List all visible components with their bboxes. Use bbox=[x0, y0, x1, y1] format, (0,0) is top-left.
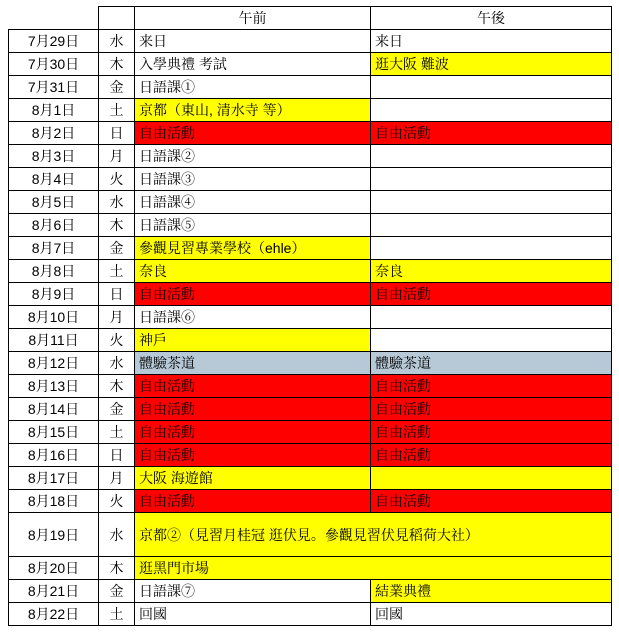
cell-morning: 大阪 海遊館 bbox=[135, 467, 371, 490]
cell-weekday: 水 bbox=[99, 30, 135, 53]
cell-date: 8月9日 bbox=[9, 283, 99, 306]
cell-morning: 京都（東山, 清水寺 等） bbox=[135, 99, 371, 122]
cell-weekday: 木 bbox=[99, 214, 135, 237]
cell-date: 8月21日 bbox=[9, 580, 99, 603]
cell-date: 8月1日 bbox=[9, 99, 99, 122]
cell-date: 8月4日 bbox=[9, 168, 99, 191]
cell-afternoon: 體驗茶道 bbox=[371, 352, 612, 375]
cell-date: 8月14日 bbox=[9, 398, 99, 421]
table-row bbox=[9, 53, 612, 76]
table-body bbox=[9, 30, 612, 626]
cell-afternoon: 自由活動 bbox=[371, 490, 612, 513]
cell-weekday: 水 bbox=[99, 352, 135, 375]
cell-morning: 日語課④ bbox=[135, 191, 371, 214]
cell-afternoon: 回國 bbox=[371, 603, 612, 626]
cell-allday: 逛黑門市場 bbox=[135, 557, 612, 580]
cell-morning: 體驗茶道 bbox=[135, 352, 371, 375]
cell-date: 8月15日 bbox=[9, 421, 99, 444]
cell-weekday: 金 bbox=[99, 237, 135, 260]
cell-weekday: 火 bbox=[99, 168, 135, 191]
cell-afternoon bbox=[371, 76, 612, 99]
cell-morning: 自由活動 bbox=[135, 421, 371, 444]
cell-afternoon bbox=[371, 191, 612, 214]
cell-date: 8月7日 bbox=[9, 237, 99, 260]
cell-morning: 自由活動 bbox=[135, 490, 371, 513]
cell-morning: 參觀見習專業學校（ehle） bbox=[135, 237, 371, 260]
table-row bbox=[9, 490, 612, 513]
table-row bbox=[9, 375, 612, 398]
cell-weekday: 金 bbox=[99, 580, 135, 603]
cell-date: 8月8日 bbox=[9, 260, 99, 283]
table-row bbox=[9, 467, 612, 490]
cell-date: 7月31日 bbox=[9, 76, 99, 99]
table-header bbox=[9, 7, 612, 30]
cell-date: 8月16日 bbox=[9, 444, 99, 467]
cell-afternoon: 自由活動 bbox=[371, 122, 612, 145]
table-row bbox=[9, 444, 612, 467]
cell-date: 7月29日 bbox=[9, 30, 99, 53]
cell-date: 8月12日 bbox=[9, 352, 99, 375]
cell-afternoon: 自由活動 bbox=[371, 444, 612, 467]
cell-weekday: 金 bbox=[99, 76, 135, 99]
table-row bbox=[9, 30, 612, 53]
table-row bbox=[9, 306, 612, 329]
header-row bbox=[9, 7, 612, 30]
cell-afternoon: 自由活動 bbox=[371, 283, 612, 306]
schedule-table bbox=[8, 6, 612, 626]
table-row bbox=[9, 122, 612, 145]
table-row bbox=[9, 283, 612, 306]
table-row bbox=[9, 352, 612, 375]
cell-weekday: 木 bbox=[99, 375, 135, 398]
table-row bbox=[9, 398, 612, 421]
header-date-blank bbox=[9, 7, 99, 30]
table-row bbox=[9, 214, 612, 237]
table-row bbox=[9, 513, 612, 557]
cell-morning: 自由活動 bbox=[135, 444, 371, 467]
cell-date: 8月11日 bbox=[9, 329, 99, 352]
cell-weekday: 月 bbox=[99, 467, 135, 490]
cell-afternoon: 自由活動 bbox=[371, 398, 612, 421]
cell-date: 8月6日 bbox=[9, 214, 99, 237]
cell-morning: 自由活動 bbox=[135, 375, 371, 398]
cell-morning: 日語課① bbox=[135, 76, 371, 99]
cell-morning: 神戶 bbox=[135, 329, 371, 352]
cell-weekday: 木 bbox=[99, 557, 135, 580]
cell-morning: 日語課② bbox=[135, 145, 371, 168]
cell-afternoon: 結業典禮 bbox=[371, 580, 612, 603]
cell-date: 8月3日 bbox=[9, 145, 99, 168]
cell-afternoon bbox=[371, 467, 612, 490]
cell-date: 8月19日 bbox=[9, 513, 99, 557]
cell-morning: 日語課③ bbox=[135, 168, 371, 191]
table-row bbox=[9, 237, 612, 260]
table-row bbox=[9, 145, 612, 168]
table-row bbox=[9, 99, 612, 122]
cell-weekday: 土 bbox=[99, 260, 135, 283]
cell-weekday: 火 bbox=[99, 490, 135, 513]
cell-date: 8月18日 bbox=[9, 490, 99, 513]
table-row bbox=[9, 168, 612, 191]
cell-weekday: 水 bbox=[99, 191, 135, 214]
cell-morning: 奈良 bbox=[135, 260, 371, 283]
cell-afternoon: 来日 bbox=[371, 30, 612, 53]
cell-weekday: 金 bbox=[99, 398, 135, 421]
cell-weekday: 日 bbox=[99, 122, 135, 145]
cell-weekday: 月 bbox=[99, 306, 135, 329]
cell-morning: 自由活動 bbox=[135, 122, 371, 145]
table-row bbox=[9, 329, 612, 352]
cell-weekday: 土 bbox=[99, 421, 135, 444]
cell-morning: 日語課⑤ bbox=[135, 214, 371, 237]
cell-date: 8月2日 bbox=[9, 122, 99, 145]
cell-afternoon bbox=[371, 237, 612, 260]
table-row bbox=[9, 580, 612, 603]
cell-afternoon: 自由活動 bbox=[371, 375, 612, 398]
cell-weekday: 月 bbox=[99, 145, 135, 168]
cell-allday: 京都②（見習月桂冠 逛伏見。參觀見習伏見稻荷大社） bbox=[135, 513, 612, 557]
cell-date: 8月13日 bbox=[9, 375, 99, 398]
table-row bbox=[9, 603, 612, 626]
cell-morning: 回國 bbox=[135, 603, 371, 626]
table-row bbox=[9, 421, 612, 444]
header-afternoon: 午後 bbox=[371, 7, 612, 30]
cell-weekday: 土 bbox=[99, 99, 135, 122]
cell-afternoon bbox=[371, 214, 612, 237]
header-dow-blank bbox=[99, 7, 135, 30]
cell-afternoon: 逛大阪 難波 bbox=[371, 53, 612, 76]
table-row bbox=[9, 557, 612, 580]
cell-morning: 日語課⑥ bbox=[135, 306, 371, 329]
cell-morning: 自由活動 bbox=[135, 283, 371, 306]
table-row bbox=[9, 76, 612, 99]
cell-weekday: 火 bbox=[99, 329, 135, 352]
cell-date: 8月22日 bbox=[9, 603, 99, 626]
cell-afternoon bbox=[371, 99, 612, 122]
cell-morning: 入學典禮 考試 bbox=[135, 53, 371, 76]
cell-morning: 来日 bbox=[135, 30, 371, 53]
table-row bbox=[9, 260, 612, 283]
cell-date: 7月30日 bbox=[9, 53, 99, 76]
cell-morning: 日語課⑦ bbox=[135, 580, 371, 603]
cell-afternoon bbox=[371, 145, 612, 168]
cell-date: 8月17日 bbox=[9, 467, 99, 490]
table-row bbox=[9, 191, 612, 214]
cell-afternoon bbox=[371, 306, 612, 329]
cell-weekday: 木 bbox=[99, 53, 135, 76]
cell-date: 8月20日 bbox=[9, 557, 99, 580]
cell-date: 8月5日 bbox=[9, 191, 99, 214]
cell-weekday: 土 bbox=[99, 603, 135, 626]
cell-afternoon: 自由活動 bbox=[371, 421, 612, 444]
cell-date: 8月10日 bbox=[9, 306, 99, 329]
cell-weekday: 水 bbox=[99, 513, 135, 557]
cell-afternoon: 奈良 bbox=[371, 260, 612, 283]
cell-morning: 自由活動 bbox=[135, 398, 371, 421]
cell-afternoon bbox=[371, 168, 612, 191]
cell-weekday: 日 bbox=[99, 444, 135, 467]
header-morning: 午前 bbox=[135, 7, 371, 30]
cell-weekday: 日 bbox=[99, 283, 135, 306]
cell-afternoon bbox=[371, 329, 612, 352]
